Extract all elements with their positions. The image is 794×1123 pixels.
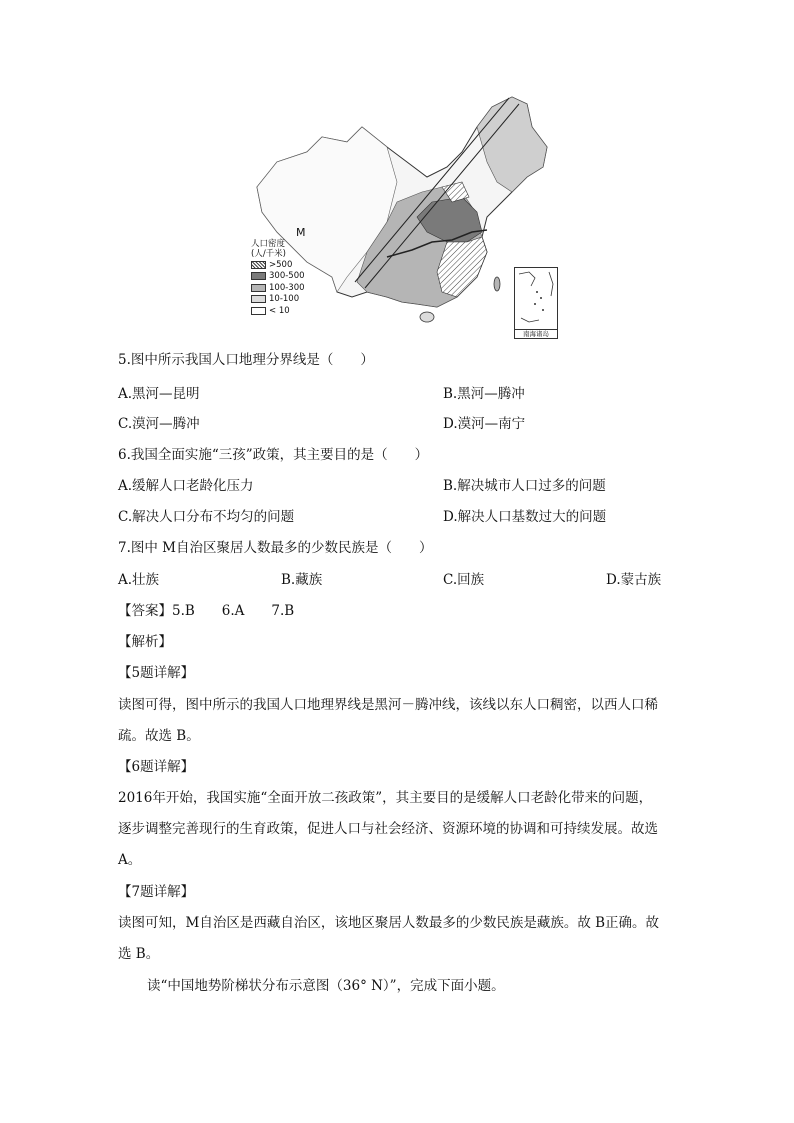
next-section-intro: 读“中国地势阶梯状分布示意图（36° N）”，完成下面小题。 — [147, 978, 505, 994]
q5-option-c: C.漠河—腾冲 — [118, 416, 200, 432]
q6-stem: 6.我国全面实施“三孩”政策，其主要目的是（ ） — [118, 447, 429, 463]
q7-stem: 7.图中 M自治区聚居人数最多的少数民族是（ ） — [118, 540, 433, 556]
analysis-heading: 【解析】 — [118, 634, 172, 650]
detail-5-line-1: 读图可得，图中所示的我国人口地理界线是黑河－腾冲线，该线以东人口稠密，以西人口稀 — [118, 697, 658, 713]
answer-line: 【答案】5.B 6.A 7.B — [118, 603, 295, 619]
detail-5-line-2: 疏。故选 B。 — [118, 728, 200, 744]
q7-option-a: A.壮族 — [118, 572, 160, 588]
q6-option-c: C.解决人口分布不均匀的问题 — [118, 509, 295, 525]
legend-row — [251, 282, 305, 294]
detail-6-line-3: A。 — [118, 852, 142, 868]
legend-title: 人口密度 — [251, 239, 286, 249]
legend-row — [251, 259, 305, 271]
legend-swatch — [251, 295, 266, 303]
q7-option-c: C.回族 — [443, 572, 485, 588]
legend-swatch — [251, 261, 266, 269]
detail-6-line-1: 2016年开始，我国实施“全面开放二孩政策”，其主要目的是缓解人口老龄化带来的问题， — [118, 790, 653, 806]
legend-unit: (人/千米) — [251, 249, 286, 259]
region-m-label: M — [296, 226, 306, 239]
legend-swatch — [251, 284, 266, 292]
hainan-island — [420, 312, 434, 322]
south-china-sea-inset — [514, 267, 558, 339]
q7-option-d: D.蒙古族 — [606, 572, 662, 588]
legend-label: 300-500 — [269, 271, 305, 282]
q6-option-a: A.缓解人口老龄化压力 — [118, 478, 254, 494]
legend-label: 10-100 — [269, 294, 300, 305]
legend-swatch — [251, 307, 266, 315]
map-legend — [251, 239, 305, 317]
legend-row — [251, 305, 305, 317]
detail-7-line-2: 选 B。 — [118, 946, 160, 962]
legend-swatch — [251, 272, 266, 280]
detail-6-line-2: 逐步调整完善现行的生育政策，促进人口与社会经济、资源环境的协调和可持续发展。故选 — [118, 821, 658, 837]
inset-svg — [515, 268, 557, 328]
taiwan-island — [494, 277, 500, 291]
q7-option-b: B.藏族 — [281, 572, 323, 588]
q5-stem: 5.图中所示我国人口地理分界线是（ ） — [118, 352, 374, 368]
detail-6-title: 【6题详解】 — [118, 759, 195, 775]
legend-label: 100-300 — [269, 282, 305, 293]
q5-option-a: A.黑河—昆明 — [118, 386, 200, 402]
legend-label: < 10 — [269, 305, 290, 316]
detail-5-title: 【5题详解】 — [118, 665, 195, 681]
detail-7-title: 【7题详解】 — [118, 884, 195, 900]
legend-label: >500 — [269, 259, 293, 270]
q5-option-b: B.黑河—腾冲 — [443, 386, 525, 402]
q6-option-d: D.解决人口基数过大的问题 — [443, 509, 607, 525]
legend-row — [251, 271, 305, 283]
q6-option-b: B.解决城市人口过多的问题 — [443, 478, 606, 494]
legend-row — [251, 294, 305, 306]
q5-option-d: D.漠河—南宁 — [443, 416, 526, 432]
detail-7-line-1: 读图可知，M自治区是西藏自治区，该地区聚居人数最多的少数民族是藏族。故 B正确。故 — [118, 915, 660, 931]
inset-label: 南海诸岛 — [515, 329, 557, 338]
